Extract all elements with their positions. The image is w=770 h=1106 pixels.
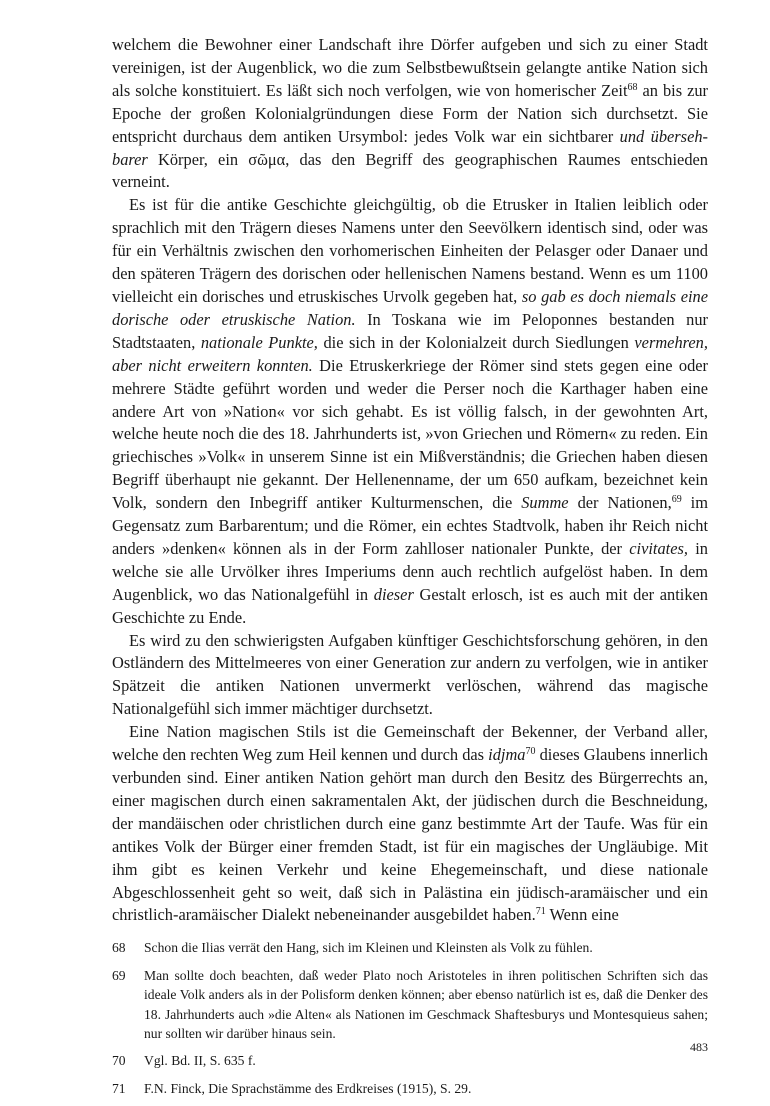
footnote-ref: 69 bbox=[671, 494, 682, 506]
text-run: Es ist für die antike Geschichte gleichgültig, ob die Etrusker in Italien leiblich oder sprachlich mit den Trägern dieses Namens unter den Seevölkern identisch sind, oder was für ein Verhältnis zwischen den vorhomerischen Einheiten der Pelasger oder Danaer und den späteren Trägern des dorischen oder hellenischen Namens bestand. Wenn es um 1100 vielleicht ein dorisches und etruskisches Urvolk gegeben hat, bbox=[112, 195, 708, 306]
footnote bbox=[112, 966, 708, 1044]
italic-text: civitates, bbox=[629, 538, 688, 558]
text-run: dieses Glaubens innerlich verbunden sind. Einer antiken Nation gehört man durch den Besitz des Bürgerrechts an, einer magischen durch einen sakramentalen Akt, der jüdischen durch die Beschneidung, der mandäischen oder christlichen durch eine ganz bestimmte Art der Taufe. Was für ein antikes Volk der Bürger einer fremden Stadt, ist für ein magisches der Ungläubige. Mit ihm gibt es keinen Verkehr und keine Ehegemeinschaft, und diese nationale Abgeschlossenheit geht so weit, daß sich in Palästina ein jüdisch-aramäischer und ein christlich-aramäischer Dialekt nebeneinander ausgebildet haben. bbox=[112, 745, 708, 925]
text-run: in welche sie alle Urvölker ihres Imperiums denn auch rechtlich aufgelöst haben. In dem Augenblick, wo das Nationalgefühl in bbox=[112, 538, 708, 604]
footnote-text: F.N. Finck, Die Sprachstämme des Erdkreises (1915), S. 29. bbox=[144, 1080, 472, 1096]
text-run: Körper, ein σῶμα, das den Begriff des geographischen Raumes entschieden verneint. bbox=[112, 149, 708, 192]
paragraph-4 bbox=[112, 721, 708, 927]
italic-text: vermehren, aber nicht erweitern konnten. bbox=[112, 332, 708, 375]
footnote-number: 70 bbox=[112, 1053, 126, 1069]
paragraph-3 bbox=[112, 630, 708, 722]
footnote-number: 69 bbox=[112, 967, 126, 983]
footnote bbox=[112, 1051, 708, 1070]
text-run: welchem die Bewohner einer Landschaft ihre Dörfer aufgeben und sich zu einer Stadt vereinigen, ist der Augenblick, wo die zum Selbstbewußtsein gelangte antike Nation sich als solche konstituiert. Es läßt sich noch verfolgen, wie von homerischer Zeit bbox=[112, 35, 708, 100]
text-run: der Nationen, bbox=[568, 493, 672, 513]
text-run: an bis zur Epoche der großen Kolonialgründungen diese Form der Nation sich durchsetzt. Sie entspricht durchaus dem antiken Ursymbol: jedes Volk war ein sichtbarer bbox=[112, 80, 708, 146]
text-run: Eine Nation magischen Stils ist die Gemeinschaft der Bekenner, der Verband aller, welche den rechten Weg zum Heil kennen und durch das bbox=[112, 722, 708, 765]
paragraph-1 bbox=[112, 34, 708, 194]
italic-text: nationale Punkte, bbox=[200, 332, 318, 352]
text-run: im Gegensatz zum Barbarentum; und die Römer, ein echtes Stadtvolk, haben ihr Reich nicht anders »denken« können als in der Form zahlloser nationaler Punkte, der bbox=[112, 493, 708, 558]
paragraph-2 bbox=[112, 194, 708, 629]
text-run: Gestalt erlosch, ist es auch mit der antiken Geschichte zu Ende. bbox=[112, 584, 708, 627]
italic-text: idjma bbox=[488, 745, 526, 765]
italic-text: Summe bbox=[521, 493, 569, 513]
footnote-number: 68 bbox=[112, 940, 126, 956]
body-text bbox=[112, 34, 708, 927]
page bbox=[112, 34, 708, 1106]
footnote-number: 71 bbox=[112, 1080, 126, 1096]
text-run: Wenn eine bbox=[545, 905, 619, 925]
italic-text: dieser bbox=[373, 584, 414, 604]
page-number: 483 bbox=[690, 1040, 708, 1054]
text-run: In Toskana wie im Peloponnes bestanden nur Stadtstaaten, bbox=[112, 309, 708, 352]
text-run: Es wird zu den schwierigsten Aufgaben künftiger Geschichtsforschung gehören, in den Ostländern des Mittelmeeres von einer Generation zur andern zu verfolgen, wie in antiker Spätzeit die antiken Nationen unvermerkt verlöschen, während das magische Nationalgefühl sich immer mächtiger durchsetzt. bbox=[112, 630, 708, 719]
footnote bbox=[112, 1079, 708, 1098]
italic-text: so gab es doch niemals eine dorische oder etruskische Nation. bbox=[112, 286, 708, 329]
footnote-ref: 71 bbox=[535, 906, 546, 918]
footnotes bbox=[112, 938, 708, 1098]
footnote-text: Schon die Ilias verrät den Hang, sich im Kleinen und Kleinsten als Volk zu fühlen. bbox=[144, 940, 593, 956]
footnote-text: Vgl. Bd. II, S. 635 f. bbox=[144, 1053, 256, 1069]
footnote-ref: 70 bbox=[525, 746, 536, 758]
text-run: Die Etruskerkriege der Römer sind stets gegen eine oder mehrere Städte geführt worden und weder die Perser noch die Karthager haben eine andere Art von »Nation« vor sich gehabt. Es ist völlig falsch, in der gewohnten Art, welche heute noch die des 18. Jahrhunderts ist, »von Griechen und Römern« zu reden. Ein griechisches »Volk« in unserem Sinne ist ein Mißverständnis; die Griechen haben diesen Begriff überhaupt nie gekannt. Der Hellenenname, der um 650 aufkam, bezeichnet kein Volk, sondern den Inbegriff antiker Kulturmenschen, die bbox=[112, 355, 708, 513]
italic-text: und übersehbarer bbox=[112, 126, 709, 169]
text-run: die sich in der Kolonialzeit durch Siedlungen bbox=[317, 332, 635, 352]
footnote bbox=[112, 938, 708, 957]
footnote-ref: 68 bbox=[627, 81, 638, 93]
footnote-text: Man sollte doch beachten, daß weder Plato noch Aristoteles in ihren politischen Schriften sich das ideale Volk anders als in der Polisform denken können; aber ebenso natürlich ist es, daß die Denker des 18. Jahrhunderts auch »die Alten« als Nationen im Geschmack Shaftesburys und Montesquieus sahen; nur sollten wir darüber hinaus sein. bbox=[144, 967, 708, 1041]
